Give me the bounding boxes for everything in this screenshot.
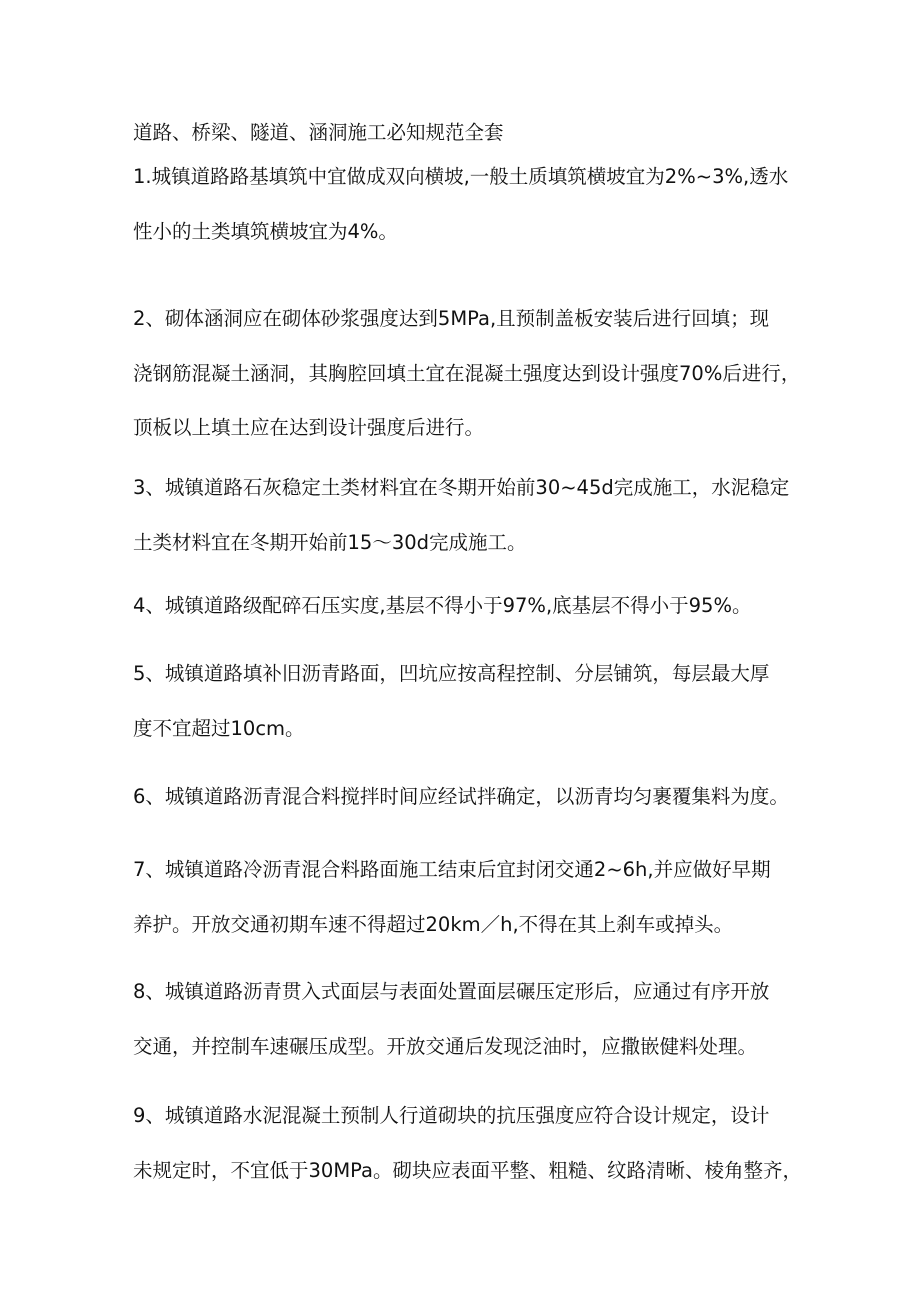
paragraph-line: 4、城镇道路级配碎石压实度,基层不得小于97%,底基层不得小于95%。 xyxy=(133,594,752,617)
paragraph-line: 3、城镇道路石灰稳定土类材料宜在冬期开始前30~45d完成施工，水泥稳定 xyxy=(133,476,790,499)
paragraph-3 xyxy=(133,461,823,570)
paragraph-line: 8、城镇道路沥青贯入式面层与表面处置面层碾压定形后，应通过有序开放 xyxy=(133,980,770,1003)
paragraph-line: 土类材料宜在冬期开始前15～30d完成施工。 xyxy=(133,530,527,554)
paragraph-line: 度不宜超过10cm。 xyxy=(133,716,305,740)
paragraph-line: 6、城镇道路沥青混合料搅拌时间应经试拌确定，以沥青均匀裹覆集料为度。 xyxy=(133,785,789,808)
paragraph-1 xyxy=(133,150,823,259)
paragraph-line: 未规定时，不宜低于30MPa。砌块应表面平整、粗糙、纹路清晰、棱角整齐， xyxy=(133,1158,802,1182)
paragraph-line: 5、城镇道路填补旧沥青路面，凹坑应按高程控制、分层铺筑，每层最大厚 xyxy=(133,662,770,685)
paragraph-9 xyxy=(133,1089,823,1198)
document-title: 道路、桥梁、隧道、涵洞施工必知规范全套 xyxy=(133,121,504,144)
paragraph-line: 9、城镇道路水泥混凝土预制人行道砌块的抗压强度应符合设计规定，设计 xyxy=(133,1104,770,1127)
paragraph-line: 2、砌体涵洞应在砌体砂浆强度达到5MPa,且预制盖板安装后进行回填；现 xyxy=(133,307,770,330)
paragraph-line: 浇钢筋混凝土涵洞，其胸腔回填土宜在混凝土强度达到设计强度70%后进行， xyxy=(133,361,801,385)
paragraph-line: 交通，并控制车速碾压成型。开放交通后发现泛油时，应撒嵌健料处理。 xyxy=(133,1034,758,1058)
paragraph-line: 顶板以上填土应在达到设计强度后进行。 xyxy=(133,416,485,439)
paragraph-line: 性小的土类填筑横坡宜为4%。 xyxy=(133,219,398,243)
paragraph-line: 养护。开放交通初期车速不得超过20km／h,不得在其上刹车或掉头。 xyxy=(133,912,734,936)
paragraph-6 xyxy=(133,770,823,825)
paragraph-line: 1.城镇道路路基填筑中宜做成双向横坡,一般土质填筑横坡宜为2%~3%,透水 xyxy=(133,165,789,188)
paragraph-4 xyxy=(133,579,823,634)
paragraph-2 xyxy=(133,292,823,456)
paragraph-5 xyxy=(133,647,823,756)
paragraph-8 xyxy=(133,965,823,1074)
paragraph-line: 7、城镇道路冷沥青混合料路面施工结束后宜封闭交通2~6h,并应做好早期 xyxy=(133,858,771,881)
paragraph-7 xyxy=(133,843,823,952)
